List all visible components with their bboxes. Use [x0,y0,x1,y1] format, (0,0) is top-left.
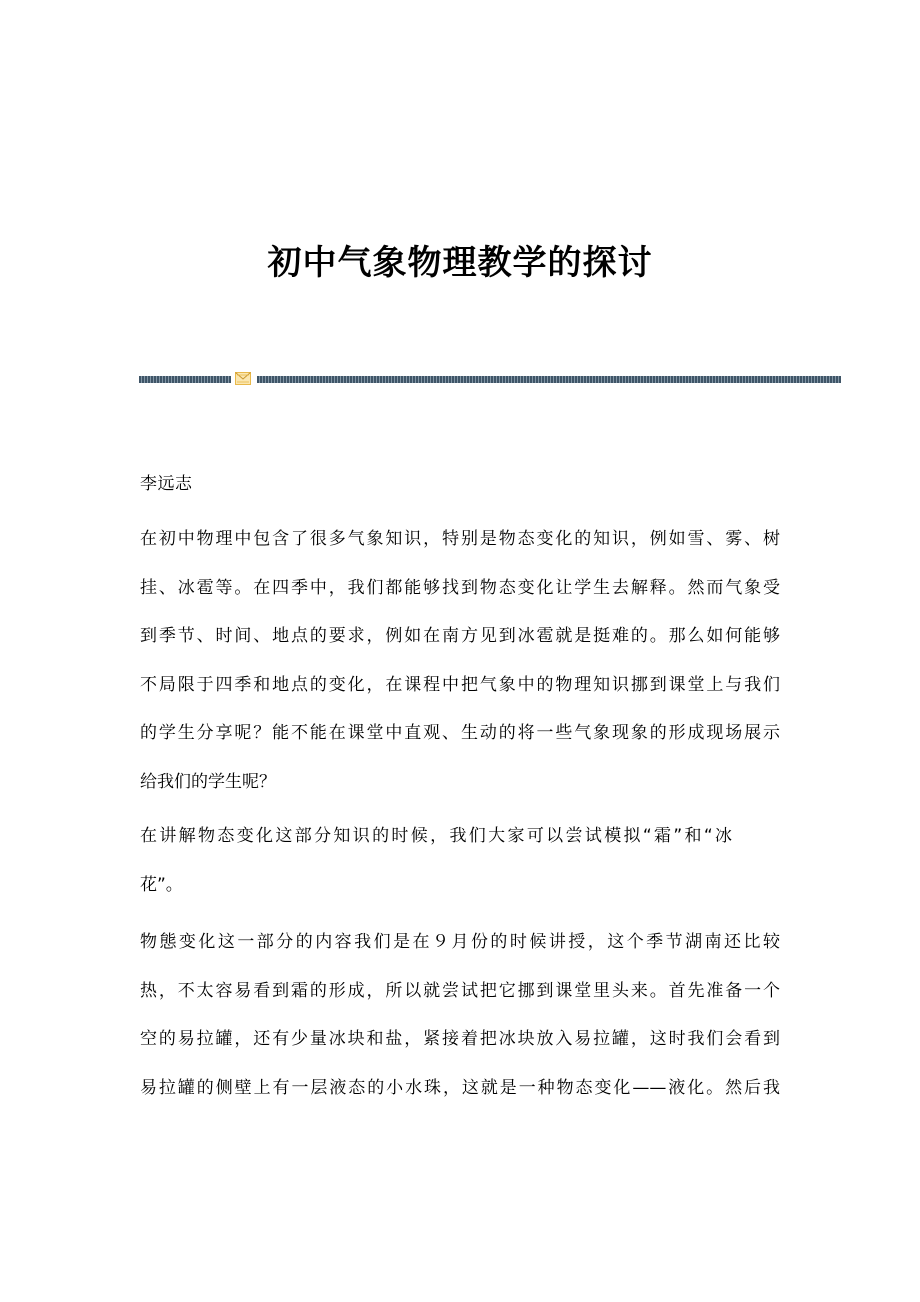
document-title: 初中气象物理教学的探讨 [267,242,653,283]
body-paragraph-1 [140,515,780,806]
paragraph-line: 到季节、时间、地点的要求，例如在南方见到冰雹就是挺难的。那么如何能够 [140,626,780,646]
body-paragraph-2 [140,812,780,909]
divider-bar-left [139,376,231,383]
paragraph-line: 热，不太容易看到霜的形成，所以就尝试把它挪到课堂里头来。首先准备一个 [140,980,780,1001]
paragraph-line: 在讲解物态变化这部分知识的时候，我们大家可以尝试模拟“霜”和“冰 [140,826,732,846]
paragraph-line: 易拉罐的侧壁上有一层液态的小水珠，这就是一种物态变化——液化。然后我 [140,1077,780,1098]
paragraph-line: 挂、冰雹等。在四季中，我们都能够找到物态变化让学生去解释。然而气象受 [140,577,780,598]
paragraph-line: 在初中物理中包含了很多气象知识，特别是物态变化的知识，例如雪、雾、树 [140,529,780,549]
paragraph-line: 不局限于四季和地点的变化，在课程中把气象中的物理知识挪到课堂上与我们 [140,674,780,695]
paragraph-line: 给我们的学生呢？ [140,771,276,792]
envelope-ornament-icon [235,372,251,385]
divider-bar-right [257,376,841,383]
body-paragraph-3 [140,918,780,1112]
title-divider [139,376,841,383]
paragraph-line: 空的易拉罐，还有少量冰块和盐，紧接着把冰块放入易拉罐，这时我们会看到 [140,1029,780,1049]
paragraph-line: 花”。 [140,874,183,895]
paragraph-line: 的学生分享呢？能不能在课堂中直观、生动的将一些气象现象的形成现场展示 [140,723,780,743]
paragraph-line: 物態变化这一部分的内容我们是在９月份的时候讲授，这个季节湖南还比较 [140,932,780,952]
author-name: 李远志 [140,474,193,494]
